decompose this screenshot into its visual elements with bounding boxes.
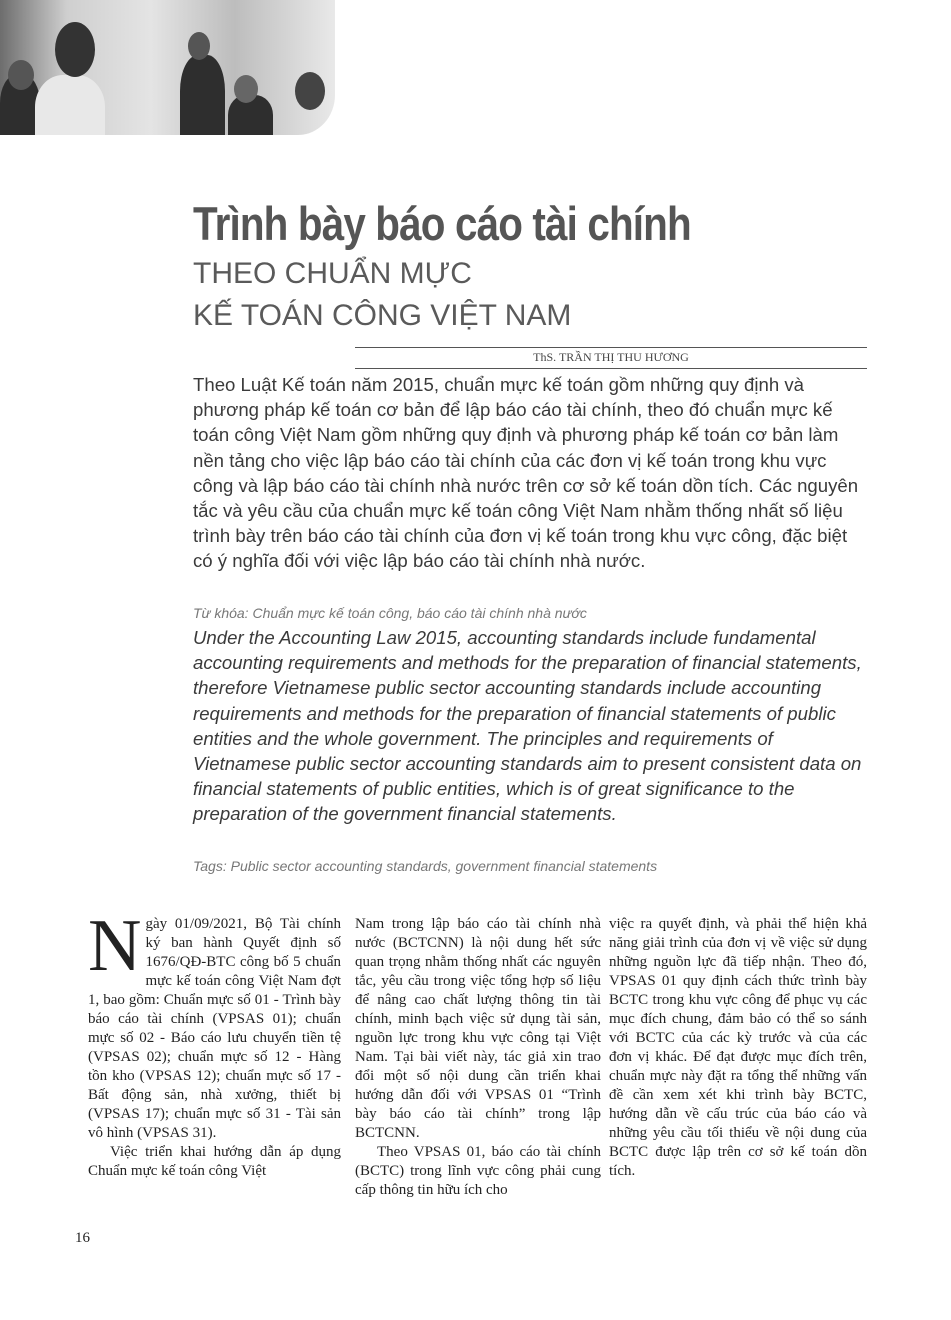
article-subtitle-line1: THEO CHUẨN MỰC bbox=[193, 257, 472, 290]
page-number: 16 bbox=[75, 1230, 90, 1246]
paragraph: Việc triển khai hướng dẫn áp dụng Chuẩn mực kế toán công Việt bbox=[88, 1144, 341, 1179]
article-title: Trình bày báo cáo tài chính bbox=[193, 197, 691, 250]
header-photo bbox=[0, 0, 338, 135]
tags-english: Tags: Public sector accounting standards, government financial statements bbox=[193, 858, 658, 874]
section-label bbox=[340, 100, 569, 122]
paragraph: Nam trong lập báo cáo tài chính nhà nước (BCTCNN) là nội dung hết sức quan trọng nhằm thống nhất các nguyên tắc, yêu cầu trong việc tổng hợp số liệu để nâng cao chất lượng thông tin tài chính, minh bạch việc sử dụng tài sản, nguồn lực trong khu vực công tại Việt Nam. Tại bài viết này, tác giả xin trao đổi một số nội dung cần triển khai hướng dẫn đối với VPSAS 01 “Trình bày báo cáo tài chính” trong lập BCTCNN. bbox=[355, 916, 601, 1141]
abstract-english: Under the Accounting Law 2015, accounting standards include fundamental accounting requirements and methods for the preparation of financial statements, therefore Vietnamese public sector accounting standards include accounting requirements and methods for the preparation of financial statements of public entities and the whole government. The principles and requirements of Vietnamese public sector accounting standards aim to present consistent data on financial statements of public entities, which is of great significance to the preparation of the government financial statements. bbox=[193, 627, 862, 825]
article-subtitle-line2: KẾ TOÁN CÔNG VIỆT NAM bbox=[193, 299, 572, 332]
abstract-vietnamese: Theo Luật Kế toán năm 2015, chuẩn mực kế toán gồm những quy định và phương pháp kế toán cơ bản để lập báo cáo tài chính, theo đó chuẩn mực kế toán công Việt Nam gồm những quy định và phương pháp kế toán cơ bản làm nền tảng cho việc lập báo cáo tài chính của các đơn vị kế toán trong khu vực công và lập báo cáo tài chính nhà nước trên cơ sở kế toán dồn tích. Các nguyên tắc và yêu cầu của chuẩn mực kế toán công Việt Nam nhằm thống nhất số liệu trình bày trên báo cáo tài chính của đơn vị kế toán trong khu vực công, đặc biệt có ý nghĩa đối với việc lập báo cáo tài chính nhà nước. bbox=[193, 374, 859, 572]
body-column-1 bbox=[88, 905, 341, 1181]
drop-cap: N bbox=[88, 905, 142, 987]
body-column-2 bbox=[355, 915, 601, 1200]
section-label-rest: TRAO ĐỔI bbox=[472, 100, 569, 121]
author-name: ThS. TRẦN THỊ THU HƯƠNG bbox=[533, 350, 689, 364]
paragraph: Theo VPSAS 01, báo cáo tài chính (BCTC) trong lĩnh vực công phải cung cấp thông tin hữu ích cho bbox=[355, 1144, 601, 1198]
paragraph: gày 01/09/2021, Bộ Tài chính ký ban hành Quyết định số 1676/QĐ-BTC công bố 5 chuẩn mực kế toán công Việt Nam đợt 1, bao gồm: Chuẩn mực số 01 - Trình bày báo cáo tài chính (VPSAS 01); chuẩn mực số 02 - Báo cáo lưu chuyển tiền tệ (VPSAS 02); chuẩn mực số 12 - Hàng tồn kho (VPSAS 12); chuẩn mực số 17 - Bất động sản, nhà xưởng, thiết bị (VPSAS 17); chuẩn mực số 31 - Tài sản vô hình (VPSAS 31). bbox=[88, 916, 341, 1141]
author-rule-bottom bbox=[355, 368, 867, 369]
author-rule-top bbox=[355, 347, 867, 348]
keywords-vietnamese: Từ khóa: Chuẩn mực kế toán công, báo cáo tài chính nhà nước bbox=[193, 605, 587, 621]
section-label-bold: NGHIÊN CỨU bbox=[340, 100, 468, 121]
paragraph: việc ra quyết định, và phải thể hiện khả năng giải trình của đơn vị về việc sử dụng những nguồn lực đã tiếp nhận. Theo đó, VPSAS 01 quy định cách thức trình bày BCTC trong khu vực công để phục vụ các mục đích chung, đảm bảo có thể so sánh với BCTC của các kỳ trước và của các đơn vị khác. Để đạt được mục đích trên, chuẩn mực này đặt ra tổng thể những vấn đề cần xem xét khi trình bày BCTC, hướng dẫn về cấu trúc của báo cáo và những yêu cầu tối thiểu về nội dung của BCTC được lập trên cơ sở kế toán dồn tích. bbox=[609, 916, 867, 1179]
body-column-3 bbox=[609, 915, 867, 1181]
